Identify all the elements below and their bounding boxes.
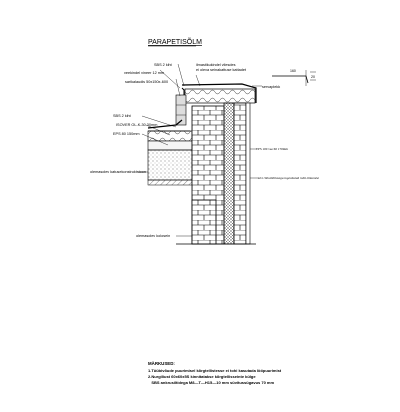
label-olemasolev-kolo: olemasolev kolosein [136,234,171,238]
roof-insulation-eps [148,141,192,150]
label-veekindel-vineer: veekindel vineer 12 mm [124,71,165,75]
label-sbs-mid: SBS 2 kiht [113,114,131,118]
facing-brick-wall [234,103,246,244]
label-sarikalaudis: sarikalaudis 50x150x-600 [125,80,169,84]
label-eps-right: EPS 100 vee 60 170mm [256,147,288,151]
existing-roof-slab [148,150,192,180]
note-line-2: 2.Nurgiliust 60x60x5S kinnitatakse kõrgtellisseinte külge [148,374,256,379]
edge-profile-sketch [272,69,316,86]
label-ilmastikukindel-1: ilmastikukindel vilesdes [196,63,236,67]
note-line-3: SBS ankrusiltidega M8—T—H15—10 mm süvitussügavus 70 mm [148,380,275,385]
drawing-title: PARAPETISÕLM [148,39,202,46]
wall-insulation-layer [224,103,234,244]
dim-width-label: 160 [290,69,296,73]
label-sbs-top: SBS 2 kiht [154,63,172,67]
notes-heading: MÄRKUSED: [148,361,175,366]
outer-finish [246,103,250,244]
existing-structure-below [148,180,192,185]
dim-height-label: 20 [311,75,315,79]
label-kivi: kivi rõhutöötlusega tugevdatud rohti-liikumise [258,176,320,180]
notes-block [148,361,282,385]
lower-brick-wall [192,200,216,244]
label-isover: ISOVER OL-K-30 30mm [116,123,158,127]
note-line-1: 1.Tüübivõude puurimisel kõrgtellistesse ei tohi kasutada lööpuurimist [148,368,282,373]
label-eps: EPS 80 150mm [113,132,140,136]
parapet-top-insulation [185,89,255,103]
label-servaplekk: servaplekk [262,85,281,89]
label-ilmastikukindel-2: ei oleva seinakattuse kattadet [196,68,247,72]
label-olemasolev-katus: olemasolev katusekonstruktsioon [90,170,146,174]
